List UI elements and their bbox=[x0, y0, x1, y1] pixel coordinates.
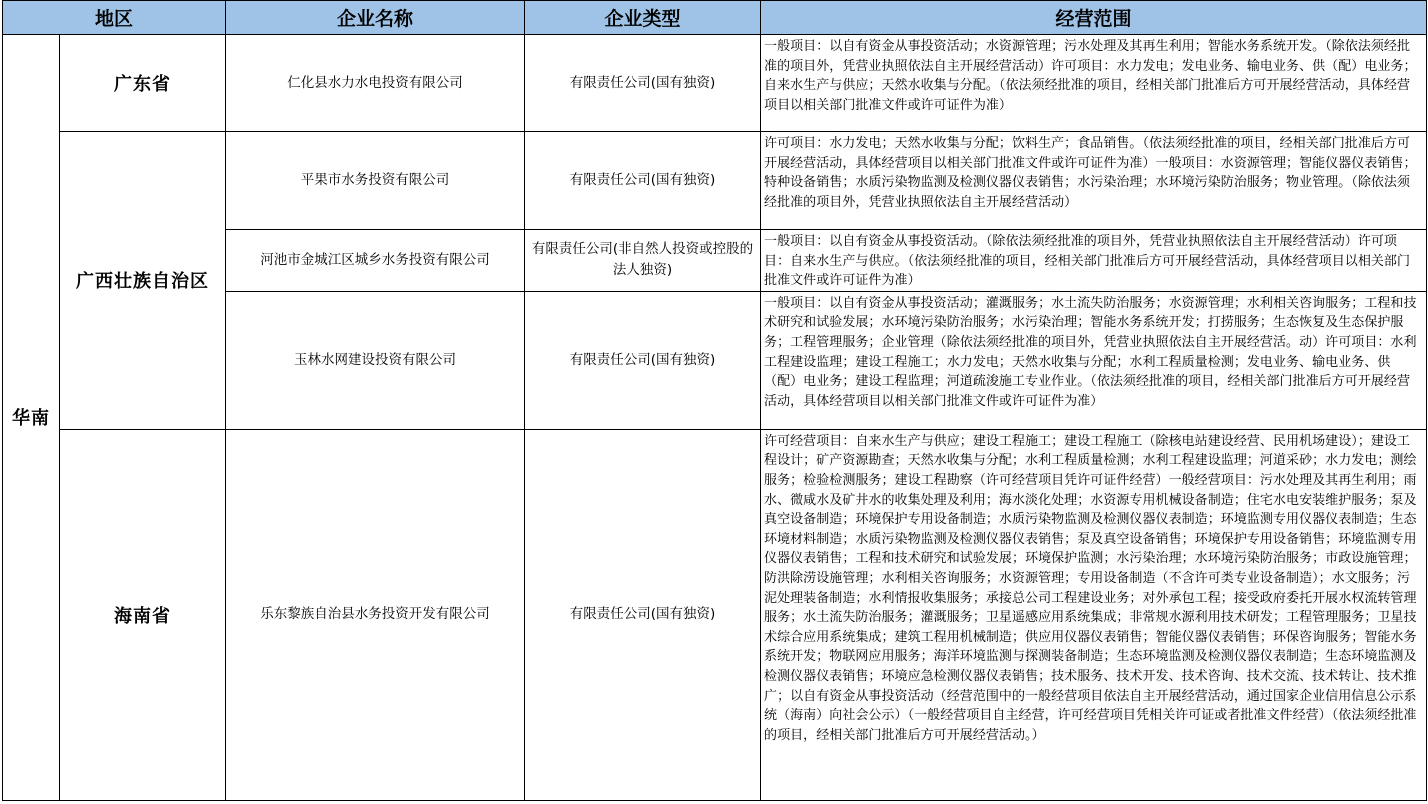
region-cell: 华南 bbox=[3, 35, 60, 801]
company-name-cell: 玉林水网建设投资有限公司 bbox=[226, 291, 525, 429]
table-row bbox=[3, 429, 1427, 800]
company-type-cell: 有限责任公司(国有独资) bbox=[525, 291, 761, 429]
company-name-cell: 河池市金城江区城乡水务投资有限公司 bbox=[226, 230, 525, 292]
company-type-cell: 有限责任公司(国有独资) bbox=[525, 35, 761, 132]
business-scope-cell: 许可项目：水力发电；天然水收集与分配；饮料生产；食品销售。（依法须经批准的项目，经相关部门批准后方可开展经营活动，具体经营项目以相关部门批准文件或许可证件为准）一般项目：水资源管理；智能仪器仪表销售；特种设备销售；水质污染物监测及检测仪器仪表销售；水污染治理；水环境污染防治服务；物业管理。（除依法须经批准的项目外，凭营业执照依法自主开展经营活动） bbox=[761, 132, 1427, 230]
province-cell-guangxi: 广西壮族自治区 bbox=[60, 132, 226, 430]
enterprise-table bbox=[2, 0, 1427, 801]
company-type-cell: 有限责任公司(国有独资) bbox=[525, 132, 761, 230]
business-scope-cell: 一般项目：以自有资金从事投资活动；灌溉服务；水土流失防治服务；水资源管理；水利相关咨询服务；工程和技术研究和试验发展；水环境污染防治服务；水污染治理；智能水务系统开发；打捞服务；生态恢复及生态保护服务；工程管理服务；企业管理（除依法须经批准的项目外，凭营业执照依法自主开展经营活。动）许可项目：水利工程建设监理；建设工程施工；水力发电；天然水收集与分配；水利工程质量检测；发电业务、输电业务、供（配）电业务；建设工程监理；河道疏浚施工专业作业。（依法须经批准的项目，经相关部门批准后方可开展经营活动，具体经营项目以相关部门批准文件或许可证件为准） bbox=[761, 291, 1427, 429]
table-row bbox=[3, 35, 1427, 132]
header-row bbox=[3, 1, 1427, 35]
business-scope-cell: 许可经营项目：自来水生产与供应；建设工程施工；建设工程施工（除核电站建设经营、民用机场建设）；建设工程设计；矿产资源勘查；天然水收集与分配；水利工程质量检测；水利工程建设监理；河道采砂；水力发电；测绘服务；检验检测服务；建设工程勘察（许可经营项目凭许可证件经营）一般经营项目：污水处理及其再生利用；雨水、微咸水及矿井水的收集处理及利用；海水淡化处理；水资源专用机械设备制造；住宅水电安装维护服务；泵及真空设备制造；环境保护专用设备制造；水质污染物监测及检测仪器仪表制造；环境监测专用仪器仪表制造；生态环境材料制造；水质污染物监测及检测仪器仪表销售；泵及真空设备销售；环境保护专用设备销售；环境监测专用仪器仪表销售；工程和技术研究和试验发展；环境保护监测；水污染治理；水环境污染防治服务；市政设施管理；防洪除涝设施管理；水利相关咨询服务；水资源管理；专用设备制造（不含许可类专业设备制造）；水文服务；污泥处理装备制造；水利情报收集服务；承接总公司工程建设业务；对外承包工程；接受政府委托开展水权流转管理服务；水土流失防治服务；灌溉服务；卫星遥感应用系统集成；非常规水源利用技术研发；工程管理服务；卫星技术综合应用系统集成；建筑工程用机械制造；供应用仪器仪表销售；智能仪器仪表销售；环保咨询服务；智能水务系统开发；物联网应用服务；海洋环境监测与探测装备制造；生态环境监测及检测仪器仪表制造；生态环境监测及检测仪器仪表销售；环境应急检测仪器仪表销售；技术服务、技术开发、技术咨询、技术交流、技术转让、技术推广；以自有资金从事投资活动（经营范围中的一般经营项目依法自主开展经营活动，通过国家企业信用信息公示系统（海南）向社会公示）（一般经营项目自主经营，许可经营项目凭相关许可证或者批准文件经营）（依法须经批准的项目，经相关部门批准后方可开展经营活动。） bbox=[761, 429, 1427, 800]
business-scope-cell: 一般项目：以自有资金从事投资活动；水资源管理；污水处理及其再生利用；智能水务系统开发。（除依法须经批准的项目外，凭营业执照依法自主开展经营活动）许可项目：水力发电；发电业务、输电业务、供（配）电业务；自来水生产与供应；天然水收集与分配。（依法须经批准的项目，经相关部门批准后方可开展经营活动，具体经营项目以相关部门批准文件或许可证件为准） bbox=[761, 35, 1427, 132]
province-cell-hainan: 海南省 bbox=[60, 429, 226, 800]
header-region: 地区 bbox=[3, 1, 226, 35]
business-scope-cell: 一般项目：以自有资金从事投资活动。（除依法须经批准的项目外，凭营业执照依法自主开展经营活动）许可项目：自来水生产与供应。（依法须经批准的项目，经相关部门批准后方可开展经营活动，具体经营项目以相关部门批准文件或许可证件为准） bbox=[761, 230, 1427, 292]
company-name-cell: 平果市水务投资有限公司 bbox=[226, 132, 525, 230]
company-name-cell: 乐东黎族自治县水务投资开发有限公司 bbox=[226, 429, 525, 800]
province-cell-guangdong: 广东省 bbox=[60, 35, 226, 132]
company-type-cell: 有限责任公司(非自然人投资或控股的法人独资) bbox=[525, 230, 761, 292]
header-company-name: 企业名称 bbox=[226, 1, 525, 35]
table-row bbox=[3, 132, 1427, 230]
header-business-scope: 经营范围 bbox=[761, 1, 1427, 35]
company-type-cell: 有限责任公司(国有独资) bbox=[525, 429, 761, 800]
header-company-type: 企业类型 bbox=[525, 1, 761, 35]
company-name-cell: 仁化县水力水电投资有限公司 bbox=[226, 35, 525, 132]
